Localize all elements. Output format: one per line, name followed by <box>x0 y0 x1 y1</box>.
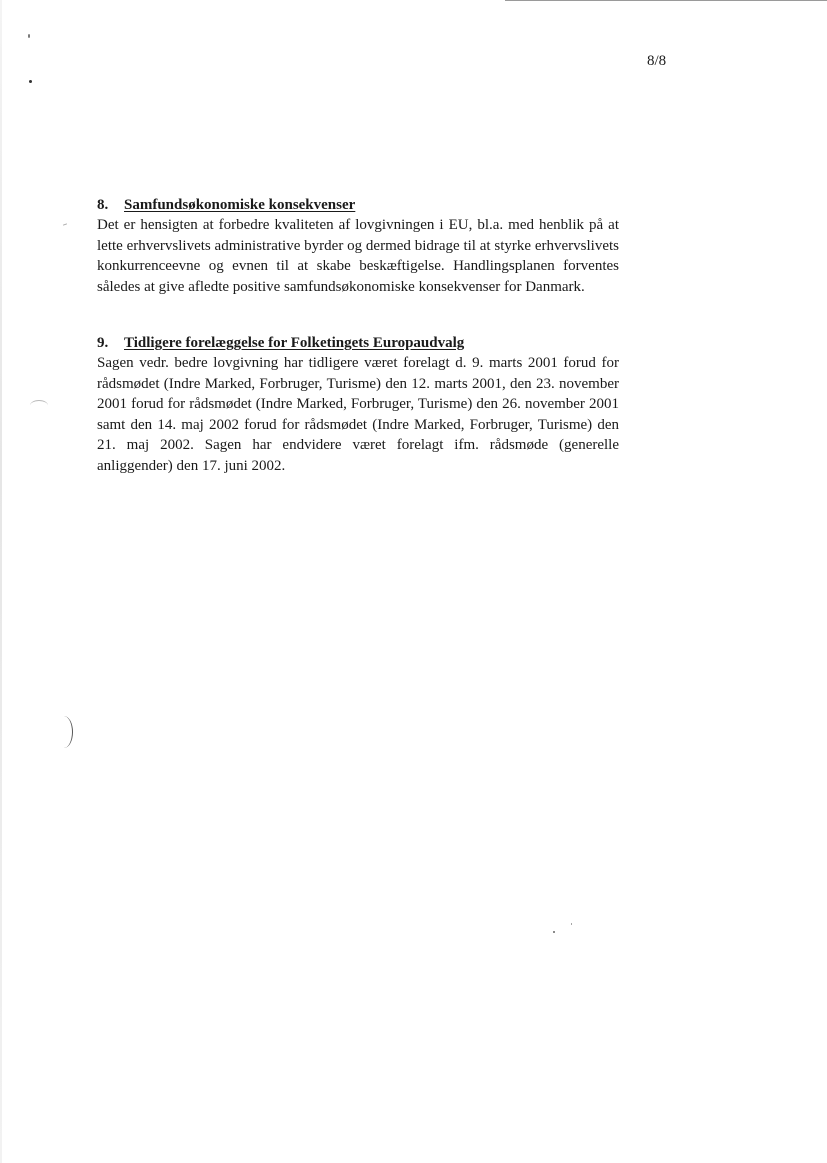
scan-border-line <box>505 0 827 1</box>
section-heading <box>97 333 619 353</box>
scan-speck <box>28 34 30 38</box>
scan-artifact-mark <box>30 400 48 411</box>
section-body: Det er hensigten at forbedre kvaliteten af lovgivningen i EU, bl.a. med henblik på at lette erhvervslivets administrative byrder og dermed bidrage til at styrke erhvervslivets konkurrenceevne og evnen til at skabe beskæftigelse. Handlingsplanen forventes således at give afledte positive samfundsøkonomiske konsekvenser for Danmark. <box>97 217 619 295</box>
section-title: Samfundsøkonomiske konsekvenser <box>124 197 356 213</box>
page-number: 8/8 <box>647 53 667 69</box>
section-number: 9. <box>97 335 109 351</box>
scan-speck <box>553 931 555 933</box>
scan-artifact-mark <box>63 223 67 225</box>
section-number: 8. <box>97 197 109 213</box>
section-title: Tidligere forelæggelse for Folketingets Europaudvalg <box>124 335 465 351</box>
section-body: Sagen vedr. bedre lovgivning har tidligere været forelagt d. 9. marts 2001 forud for rådsmødet (Indre Marked, Forbruger, Turisme) den 12. marts 2001, den 23. november 2001 forud for rådsmødet (Indre Marked, Forbruger, Turisme) den 26. november 2001 samt den 14. maj 2002 forud for rådsmødet (Indre Marked, Forbruger, Turisme) den 21. maj 2002. Sagen har endvidere været forelagt ifm. rådsmøde (generelle anliggender) den 17. juni 2002. <box>97 355 619 474</box>
section-heading <box>97 195 619 215</box>
scan-speck <box>29 80 32 83</box>
section-samfundsoekonomiske-konsekvenser <box>97 195 619 297</box>
section-tidligere-forelaeggelse <box>97 333 619 476</box>
scan-left-edge <box>0 0 2 1163</box>
scan-artifact-mark <box>58 716 73 748</box>
scan-speck <box>571 923 572 925</box>
